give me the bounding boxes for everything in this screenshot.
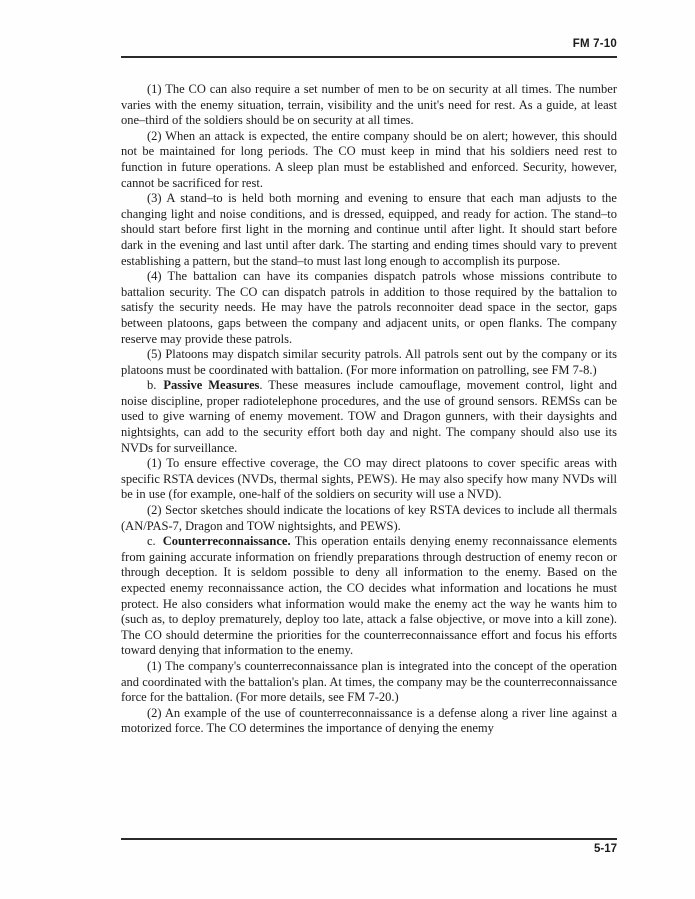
paragraph: (2) When an attack is expected, the entire company should be on alert; however, this should not be maintained for long periods. The CO must keep in mind that his soldiers need rest to function in future operations. A sleep plan must be established and enforced. Security, however, cannot be sacrificed for rest. <box>121 128 617 190</box>
paragraph: (1) The CO can also require a set number of men to be on security at all times. The number varies with the enemy situation, terrain, visibility and the unit's need for rest. As a guide, at least one–third of the soldiers should be on security at all times. <box>121 82 617 128</box>
footer-rule <box>121 838 617 840</box>
paragraph: (1) To ensure effective coverage, the CO may direct platoons to cover specific areas with specific RSTA devices (NVDs, thermal sights, PEWS). He may also specify how many NVDs will be in use (for example, one-half of the soldiers on security will use a NVD). <box>121 456 617 502</box>
document-id: FM 7-10 <box>572 38 617 50</box>
page-number: 5-17 <box>593 843 617 855</box>
paragraph: (2) An example of the use of counterreconnaissance is a defense along a river line against a motorized force. The CO determines the importance of denying the enemy <box>121 705 617 736</box>
header-rule <box>121 56 617 58</box>
paragraph: (3) A stand–to is held both morning and evening to ensure that each man adjusts to the changing light and noise conditions, and is dressed, equipped, and ready for action. The stand–to should start before first light in the morning and continue until after light. It should start before dark in the evening and last until after dark. The starting and ending times should vary to prevent establishing a pattern, but the stand–to must last long enough to accomplish its purpose. <box>121 191 617 268</box>
paragraph-bold-heading: Passive Measures <box>163 378 260 393</box>
paragraph: (1) The company's counterreconnaissance plan is integrated into the concept of the operation and coordinated with the battalion's plan. At times, the company may be the counterreconnaissance force for the battalion. (For more details, see FM 7-20.) <box>121 658 617 705</box>
paragraph: (5) Platoons may dispatch similar security patrols. All patrols sent out by the company or its platoons must be coordinated with battalion. (For more information on patrolling, see FM 7-8.) <box>121 347 617 377</box>
page-body <box>121 82 617 737</box>
paragraph: c. Counterreconnaissance. This operation entails denying enemy reconnaissance elements from gaining accurate information on friendly preparations through destruction of enemy recon or through deception. It is seldom possible to deny all information to the enemy. Based on the expected enemy reconnaissance action, the CO decides what information and locations he must protect. He also considers what information would make the enemy act the way he wants him to (such as, to deploy prematurely, deploy too late, attack a false objective, or move into a kill zone). The CO should determine the priorities for the counterreconnaissance effort and focus his efforts toward denying that information to the enemy. <box>121 534 617 658</box>
paragraph-lead: b. <box>147 378 157 393</box>
paragraph-bold-heading: Counterreconnaissance. <box>162 534 291 549</box>
paragraph: b. Passive Measures. These measures include camouflage, movement control, light and noise discipline, proper radiotelephone procedures, and the use of ground sensors. REMSs can be used to give warning of enemy movement. TOW and Dragon gunners, with their daysights and nightsights, can add to the security effort both day and night. The company should also use its NVDs for surveillance. <box>121 378 617 455</box>
page-header <box>121 38 617 50</box>
paragraph-lead: c. <box>147 534 156 549</box>
page-footer <box>121 843 617 855</box>
paragraph: (4) The battalion can have its companies dispatch patrols whose missions contribute to battalion security. The CO can dispatch patrols in addition to those required by the battalion to satisfy the security needs. He may have the patrols reconnoiter dead space in the sector, gaps between platoons, gaps between the company and adjacent units, or open flanks. The company reserve may provide these patrols. <box>121 269 617 346</box>
paragraph: (2) Sector sketches should indicate the locations of key RSTA devices to include all thermals (AN/PAS-7, Dragon and TOW nightsights, and PEWS). <box>121 503 617 533</box>
